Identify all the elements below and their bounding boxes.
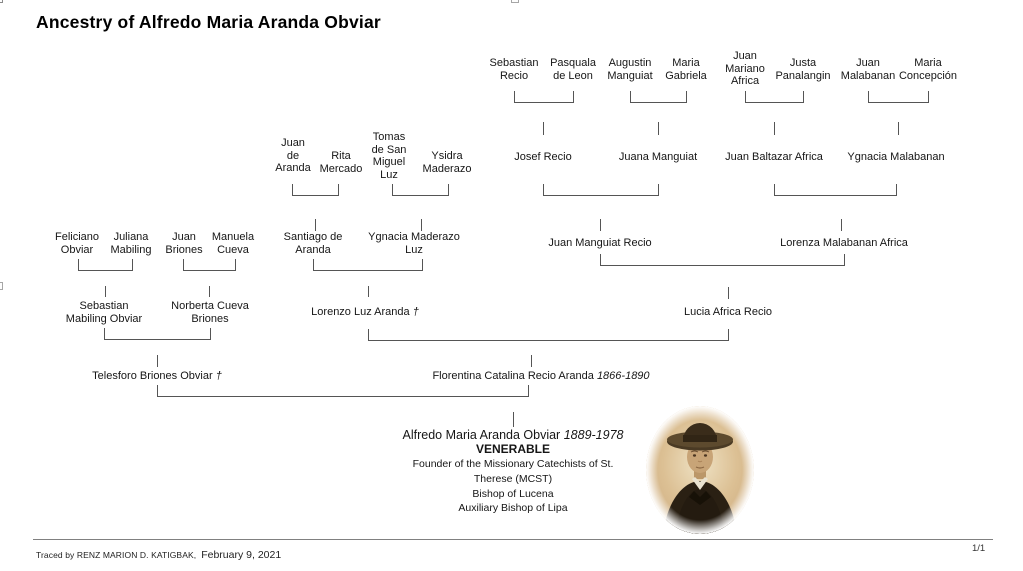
connector-line — [686, 91, 687, 103]
connector-line — [235, 259, 236, 271]
person-sebastian-recio: Sebastian Recio — [489, 57, 539, 82]
person-santiago-de-aranda: Santiago de Aranda — [283, 231, 343, 256]
person-ygnacia-malabanan: Ygnacia Malabanan — [847, 151, 945, 163]
portrait-photo — [645, 405, 755, 535]
person-lucia-africa-recio: Lucia Africa Recio — [683, 306, 773, 318]
connector-line — [421, 219, 422, 231]
footer-date: February 9, 2021 — [201, 549, 282, 561]
person-juan-briones: Juan Briones — [165, 231, 203, 256]
subject-detail-line: Founder of the Missionary Catechists of St. — [412, 458, 614, 470]
connector-line — [392, 195, 449, 196]
connector-line — [183, 270, 236, 271]
connector-line — [803, 91, 804, 103]
person-sebastian-mabiling-obviar: Sebastian Mabiling Obviar — [65, 300, 143, 325]
connector-line — [841, 219, 842, 231]
connector-line — [868, 102, 929, 103]
connector-line — [774, 122, 775, 135]
traced-by-text: Traced by RENZ MARION D. KATIGBAK, — [36, 550, 197, 560]
person-lorenza-malabanan-africa: Lorenza Malabanan Africa — [780, 237, 908, 249]
connector-line — [105, 286, 106, 297]
connector-line — [896, 184, 897, 196]
connector-line — [600, 265, 845, 266]
subject-venerable-title: VENERABLE — [475, 442, 551, 456]
person-augustin-manguiat: Augustin Manguiat — [607, 57, 653, 82]
connector-line — [368, 286, 369, 297]
subject-detail-line: Bishop of Lucena — [472, 487, 554, 500]
page-number: 1/1 — [972, 543, 986, 554]
person-justa-panalangin: Justa Panalangin — [775, 57, 831, 82]
person-pasquala-de-leon: Pasquala de Leon — [550, 57, 596, 82]
connector-line — [528, 385, 529, 397]
connector-line — [210, 328, 211, 340]
person-juliana-mabiling: Juliana Mabiling — [110, 231, 152, 256]
footer-credit — [36, 545, 281, 563]
connector-line — [573, 91, 574, 103]
connector-line — [513, 412, 514, 427]
connector-line — [600, 219, 601, 231]
person-rita-mercado: Rita Mercado — [319, 150, 363, 175]
person-maria-concepcion: Maria Concepción — [898, 57, 958, 82]
person-juan-de-aranda: Juan de Aranda — [275, 137, 311, 175]
person-ygnacia-maderazo-luz: Ygnacia Maderazo Luz — [368, 231, 460, 256]
selection-handle-top-center[interactable] — [511, 0, 519, 3]
subject-name — [403, 428, 624, 442]
person-lorenzo-luz-aranda: Lorenzo Luz Aranda † — [311, 306, 419, 318]
connector-line — [338, 184, 339, 196]
connector-line — [315, 219, 316, 231]
person-ysidra-maderazo: Ysidra Maderazo — [422, 150, 472, 175]
subject-detail-line: Therese (MCST) — [473, 472, 553, 485]
connector-line — [898, 122, 899, 135]
connector-line — [928, 91, 929, 103]
connector-line — [658, 184, 659, 196]
connector-line — [745, 102, 804, 103]
connector-line — [844, 254, 845, 266]
person-norberta-cueva-briones: Norberta Cueva Briones — [171, 300, 249, 325]
connector-line — [658, 122, 659, 135]
subject-block — [403, 428, 624, 516]
footer-divider — [33, 539, 993, 540]
subject-years: 1889-1978 — [563, 428, 624, 442]
person-juan-malabanan: Juan Malabanan — [840, 57, 896, 82]
person-juana-manguiat: Juana Manguiat — [618, 151, 698, 163]
connector-line — [774, 195, 897, 196]
person-juan-manguiat-recio: Juan Manguiat Recio — [548, 237, 652, 249]
subject-name-text: Alfredo Maria Aranda Obviar — [402, 428, 561, 442]
person-manuela-cueva: Manuela Cueva — [211, 231, 255, 256]
connector-line — [78, 270, 133, 271]
person-feliciano-obviar: Feliciano Obviar — [54, 231, 100, 256]
person-juan-baltazar-africa: Juan Baltazar Africa — [725, 151, 823, 163]
person-florentina-catalina-recio-aranda: Florentina Catalina Recio Aranda 1866-1890 — [432, 370, 650, 382]
page-title: Ancestry of Alfredo Maria Aranda Obviar — [36, 12, 381, 32]
connector-line — [104, 339, 211, 340]
connector-line — [157, 355, 158, 367]
connector-line — [630, 102, 687, 103]
person-telesforo-briones-obviar: Telesforo Briones Obviar † — [92, 370, 222, 382]
person-juan-mariano-africa: Juan Mariano Africa — [725, 50, 765, 88]
connector-line — [209, 286, 210, 297]
connector-line — [292, 195, 339, 196]
connector-line — [157, 396, 529, 397]
person-maria-gabriela: Maria Gabriela — [665, 57, 707, 82]
subject-detail-line: Auxiliary Bishop of Lipa — [458, 502, 568, 515]
connector-line — [728, 287, 729, 299]
person-josef-recio: Josef Recio — [514, 151, 572, 163]
connector-line — [728, 329, 729, 341]
connector-line — [132, 259, 133, 271]
selection-handle-left-middle[interactable] — [0, 282, 3, 290]
selection-handle-top-left[interactable] — [0, 0, 3, 3]
person-tomas-de-san-miguel-luz: Tomas de San Miguel Luz — [371, 131, 407, 181]
connector-line — [368, 340, 729, 341]
connector-line — [543, 122, 544, 135]
connector-line — [514, 102, 574, 103]
connector-line — [531, 355, 532, 367]
connector-line — [313, 270, 423, 271]
connector-line — [448, 184, 449, 196]
connector-line — [543, 195, 659, 196]
connector-line — [422, 259, 423, 271]
